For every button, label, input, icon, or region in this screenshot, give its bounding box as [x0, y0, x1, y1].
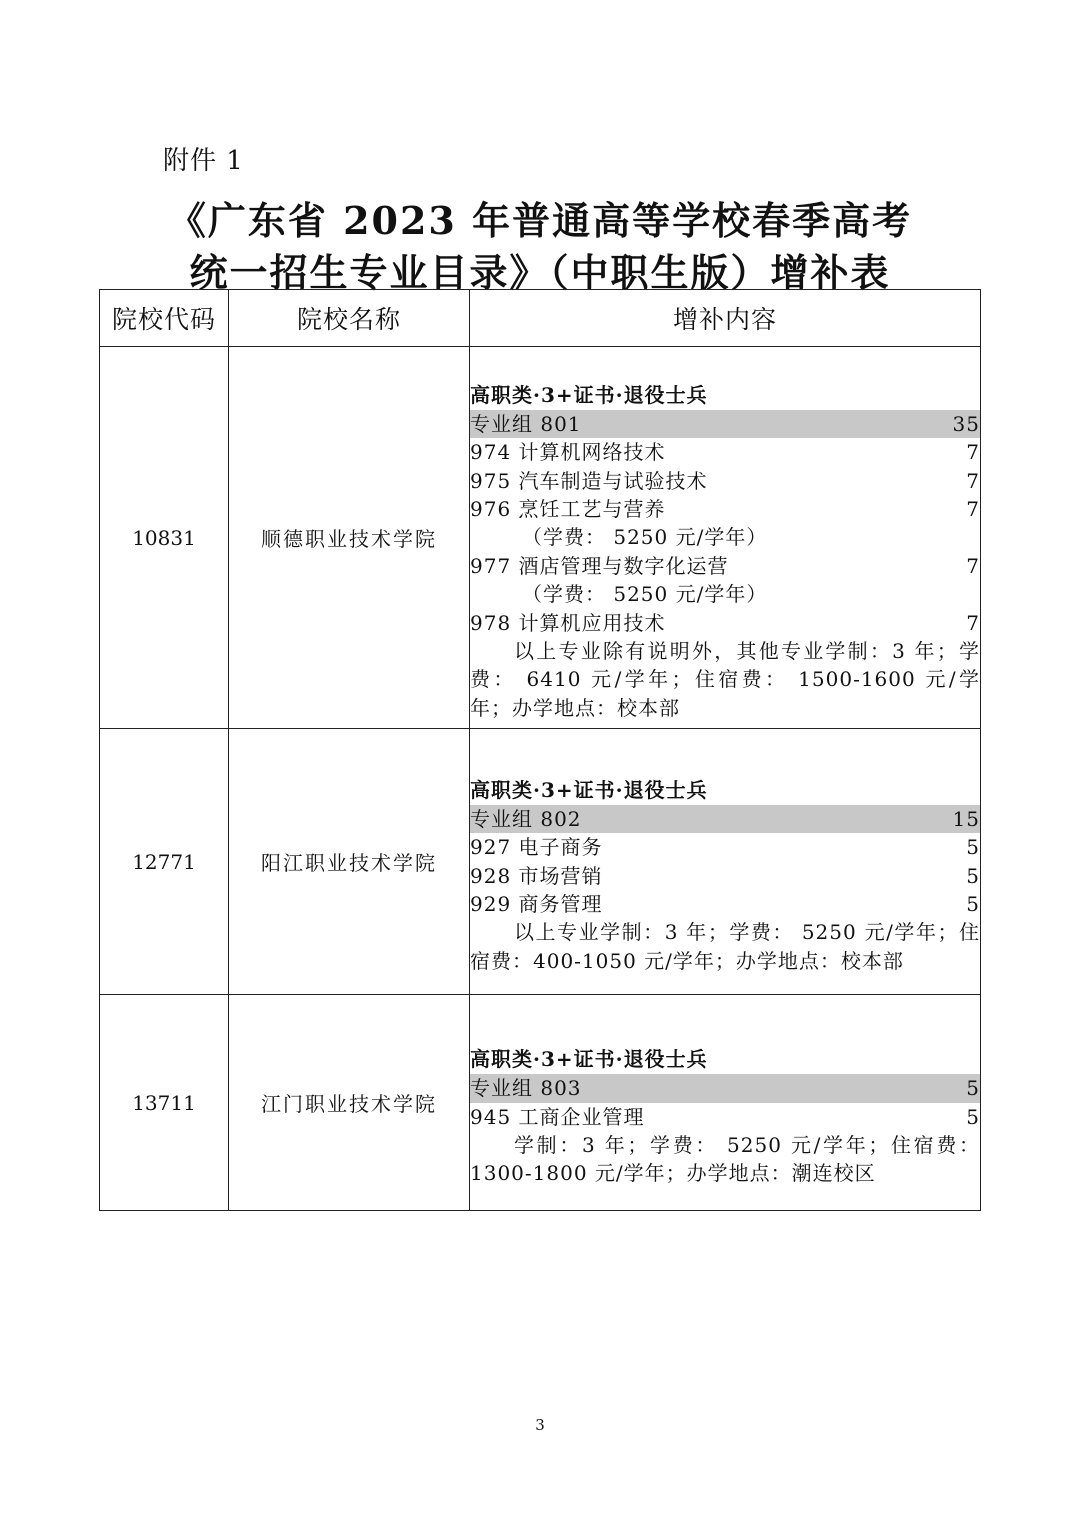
major-quota: 7 [966, 553, 980, 578]
major-row [470, 1103, 980, 1131]
major-group-label: 专业组 801 [470, 411, 582, 436]
major-row [470, 609, 980, 637]
admission-category: 高职类·3+证书·退役士兵 [470, 1047, 708, 1072]
attachment-label: 附件 1 [163, 146, 244, 176]
school-name: 江门职业技术学院 [229, 995, 470, 1211]
major-quota: 7 [966, 468, 980, 493]
major-fee-note: （学费： 5250 元/学年） [522, 582, 768, 607]
major-quota: 7 [966, 610, 980, 635]
major-group-label: 专业组 803 [470, 1076, 582, 1101]
admission-category: 高职类·3+证书·退役士兵 [470, 777, 708, 802]
table-row [100, 995, 981, 1211]
major-group-quota: 35 [952, 411, 980, 436]
header-school-code: 院校代码 [100, 290, 229, 347]
major-row [470, 833, 980, 861]
major-group-row [470, 1074, 980, 1102]
major-row [470, 862, 980, 890]
major-name: 929 商务管理 [470, 891, 603, 916]
major-quota: 5 [966, 891, 980, 916]
major-row [470, 495, 980, 523]
major-row [470, 890, 980, 918]
major-quota: 7 [966, 440, 980, 465]
major-quota: 5 [966, 835, 980, 860]
major-name: 945 工商企业管理 [470, 1104, 645, 1129]
table-header-row [100, 290, 981, 347]
document-title-line-2: 统一招生专业目录》（中职生版）增补表 [189, 250, 891, 295]
supplement-table [99, 289, 981, 1211]
supplement-content [470, 995, 981, 1211]
major-quota: 5 [966, 863, 980, 888]
major-group-quota: 15 [952, 806, 980, 831]
table-row [100, 347, 981, 729]
document-title-line-1: 《广东省 2023 年普通高等学校春季高考 [167, 198, 913, 243]
major-row [470, 467, 980, 495]
header-school-name: 院校名称 [229, 290, 470, 347]
major-name: 928 市场营销 [470, 863, 603, 888]
school-name: 阳江职业技术学院 [229, 729, 470, 995]
supplement-content [470, 729, 981, 995]
major-row [470, 552, 980, 580]
header-supplement-content: 增补内容 [470, 290, 981, 347]
table-row [100, 729, 981, 995]
major-name: 974 计算机网络技术 [470, 440, 666, 465]
supplement-content [470, 347, 981, 729]
school-code: 13711 [100, 995, 229, 1211]
school-code: 10831 [100, 347, 229, 729]
major-name: 976 烹饪工艺与营养 [470, 496, 666, 521]
group-note: 学制：3 年；学费： 5250 元/学年；住宿费：1300-1800 元/学年；办学地点：潮连校区 [470, 1132, 980, 1186]
major-fee-note: （学费： 5250 元/学年） [522, 525, 768, 550]
school-name: 顺德职业技术学院 [229, 347, 470, 729]
major-name: 978 计算机应用技术 [470, 610, 666, 635]
major-row [470, 438, 980, 466]
major-group-label: 专业组 802 [470, 806, 582, 831]
group-note: 以上专业除有说明外，其他专业学制：3 年；学费： 6410 元/学年；住宿费： 1500-1600 元/学年；办学地点：校本部 [470, 638, 980, 720]
major-name: 977 酒店管理与数字化运营 [470, 553, 729, 578]
major-group-row [470, 805, 980, 833]
major-name: 927 电子商务 [470, 835, 603, 860]
major-group-row [470, 410, 980, 438]
admission-category: 高职类·3+证书·退役士兵 [470, 382, 708, 407]
major-name: 975 汽车制造与试验技术 [470, 468, 708, 493]
school-code: 12771 [100, 729, 229, 995]
major-group-quota: 5 [966, 1076, 980, 1101]
group-note: 以上专业学制：3 年；学费： 5250 元/学年；住宿费：400-1050 元/学年；办学地点：校本部 [470, 920, 980, 973]
major-quota: 7 [966, 496, 980, 521]
page-number: 3 [535, 1416, 545, 1434]
major-quota: 5 [966, 1104, 980, 1129]
